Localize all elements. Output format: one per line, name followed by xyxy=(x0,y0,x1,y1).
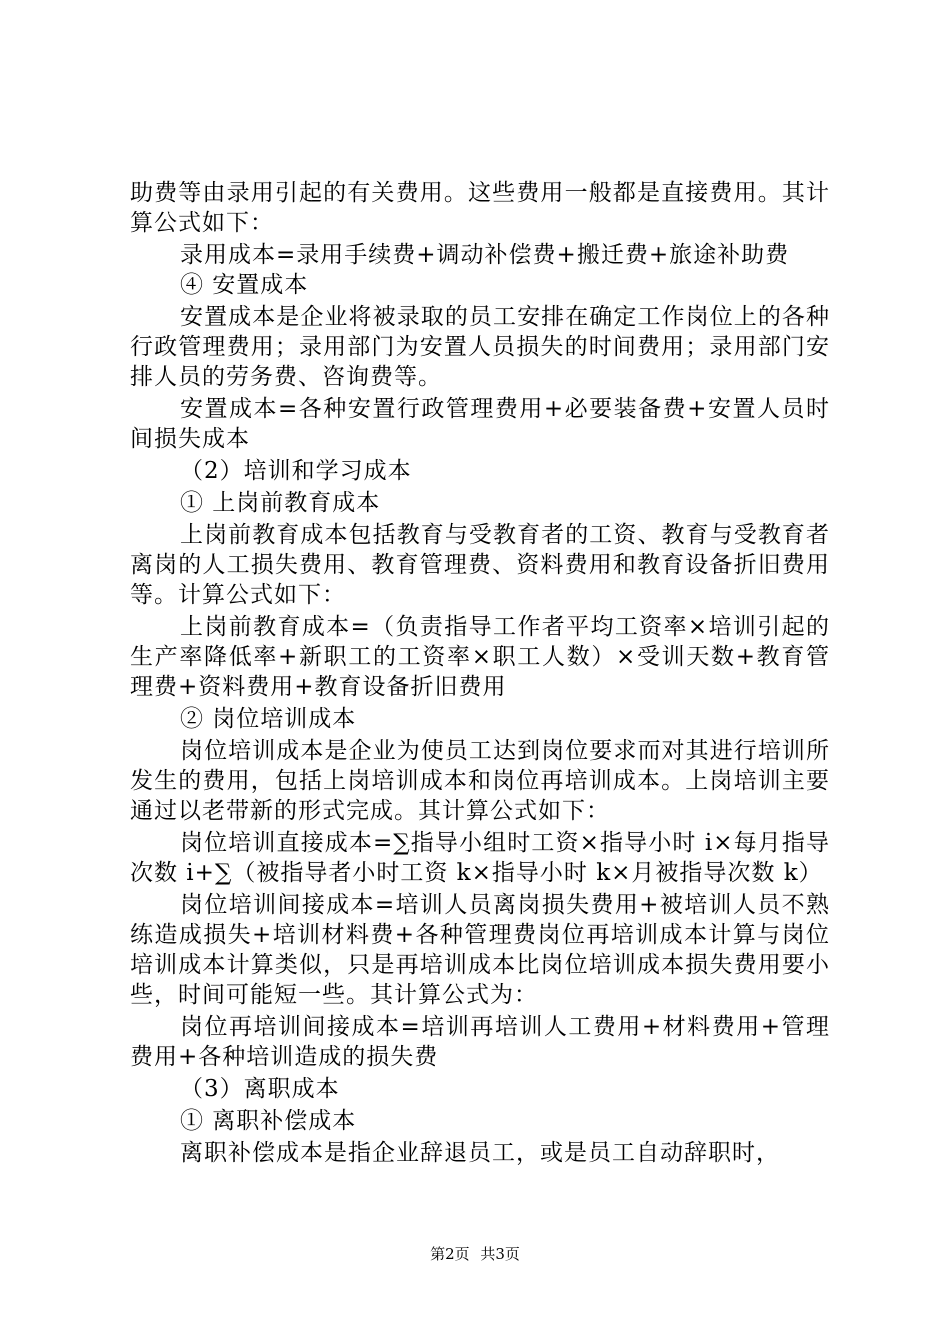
section-heading: ① 离职补偿成本 xyxy=(180,1108,357,1134)
formula: 岗位再培训间接成本=培训再培训人工费用+材料费用+管理费用+各种培训造成的损失费 xyxy=(130,1014,830,1070)
section-heading: ② 岗位培训成本 xyxy=(180,706,357,732)
section-heading: （3）离职成本 xyxy=(180,1076,340,1102)
section-heading: ① 上岗前教育成本 xyxy=(180,490,381,516)
formula: 岗位培训直接成本=∑指导小组时工资×指导小时 i×每月指导次数 i+∑（被指导者小时工资 k×指导小时 k×月被指导次数 k） xyxy=(130,830,830,886)
section-heading: （2）培训和学习成本 xyxy=(180,458,412,484)
paragraph: 岗位培训成本是企业为使员工达到岗位要求而对其进行培训所发生的费用，包括上岗培训成本和岗位再培训成本。上岗培训主要通过以老带新的形式完成。其计算公式如下： xyxy=(130,738,830,824)
formula: 安置成本=各种安置行政管理费用+必要装备费+安置人员时间损失成本 xyxy=(130,396,830,452)
page-footer xyxy=(0,1244,950,1264)
paragraph: 助费等由录用引起的有关费用。这些费用一般都是直接费用。其计算公式如下： xyxy=(130,180,830,236)
formula: 上岗前教育成本=（负责指导工作者平均工资率×培训引起的生产率降低率+新职工的工资率×职工人数）×受训天数+教育管理费+资料费用+教育设备折旧费用 xyxy=(130,614,830,700)
paragraph: 上岗前教育成本包括教育与受教育者的工资、教育与受教育者离岗的人工损失费用、教育管理费、资料费用和教育设备折旧费用等。计算公式如下： xyxy=(130,522,830,608)
document-body xyxy=(130,178,830,1168)
page-total: 共3页 xyxy=(480,1245,520,1263)
formula: 录用成本=录用手续费+调动补偿费+搬迁费+旅途补助费 xyxy=(180,242,790,268)
formula: 岗位培训间接成本=培训人员离岗损失费用+被培训人员不熟练造成损失+培训材料费+各种管理费岗位再培训成本计算与岗位培训成本计算类似，只是再培训成本比岗位培训成本损失费用要小些，时间可能短一些。其计算公式为： xyxy=(130,892,830,1008)
paragraph: 离职补偿成本是指企业辞退员工，或是员工自动辞职时， xyxy=(180,1140,780,1166)
paragraph: 安置成本是企业将被录取的员工安排在确定工作岗位上的各种行政管理费用；录用部门为安置人员损失的时间费用；录用部门安排人员的劳务费、咨询费等。 xyxy=(130,304,830,390)
section-heading: ④ 安置成本 xyxy=(180,272,309,298)
page-number: 第2页 xyxy=(430,1245,470,1263)
